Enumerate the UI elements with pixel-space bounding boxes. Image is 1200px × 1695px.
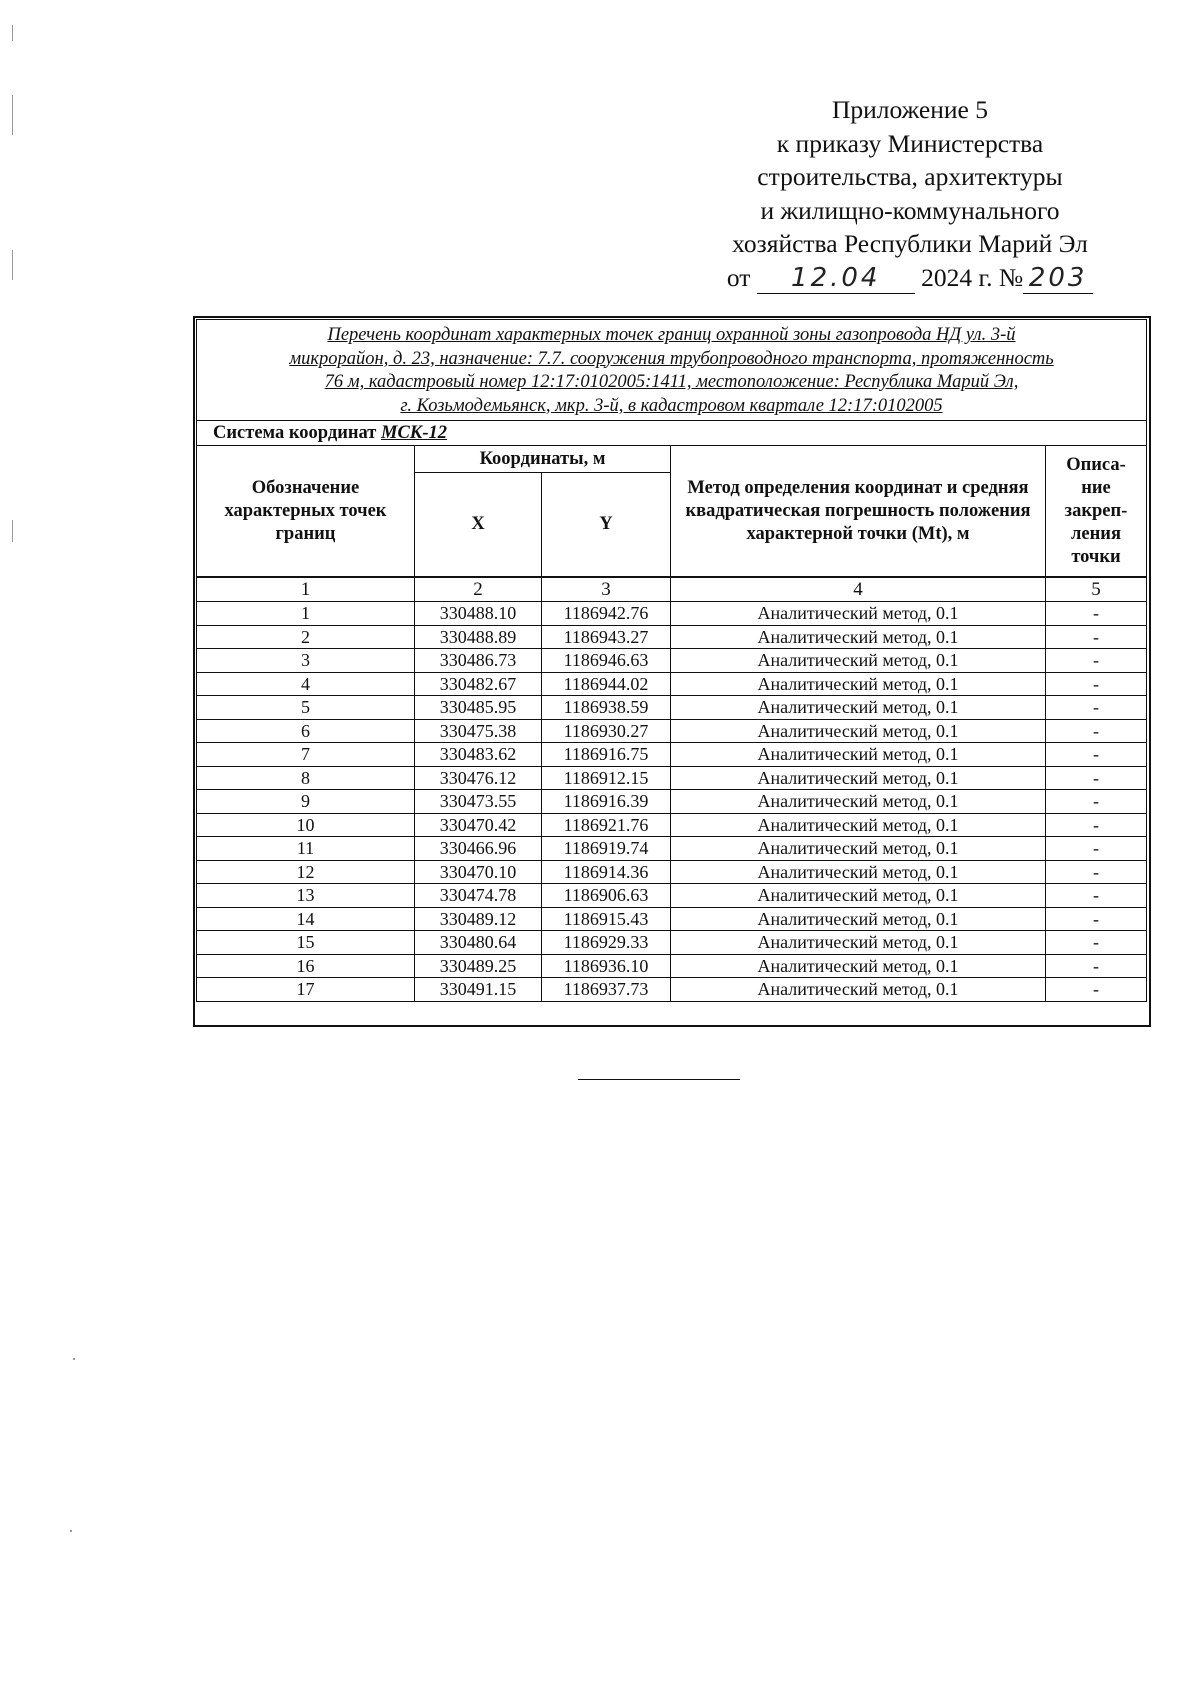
cell-desc: -: [1046, 602, 1147, 626]
cell-x: 330480.64: [415, 931, 542, 955]
cell-method: Аналитический метод, 0.1: [671, 860, 1046, 884]
table-row: [197, 649, 1147, 673]
header-y: Y: [542, 473, 671, 578]
order-reference-line: к приказу Министерства: [776, 128, 1044, 158]
table-row: [197, 743, 1147, 767]
cell-method: Аналитический метод, 0.1: [671, 931, 1046, 955]
cell-method: Аналитический метод, 0.1: [671, 719, 1046, 743]
cell-x: 330470.10: [415, 860, 542, 884]
header-method: Метод определения координат и средняя квадратическая погрешность положения характерной точки (Mt), м: [671, 446, 1046, 578]
handwritten-order-number: 203: [1023, 263, 1093, 294]
cell-y: 1186937.73: [542, 978, 671, 1002]
coordinates-table: [196, 319, 1147, 1002]
order-date-line: [700, 261, 1120, 295]
ministry-name-line: хозяйства Республики Марий Эл: [732, 229, 1088, 258]
cell-x: 330489.25: [415, 954, 542, 978]
table-row: [197, 813, 1147, 837]
cell-y: 1186943.27: [542, 625, 671, 649]
cell-y: 1186921.76: [542, 813, 671, 837]
table-row: [197, 837, 1147, 861]
cell-method: Аналитический метод, 0.1: [671, 649, 1046, 673]
cell-x: 330473.55: [415, 790, 542, 814]
cell-desc: -: [1046, 884, 1147, 908]
cell-desc: -: [1046, 649, 1147, 673]
cell-y: 1186914.36: [542, 860, 671, 884]
document-heading: [700, 93, 1120, 294]
table-row: [197, 696, 1147, 720]
cell-n: 6: [197, 719, 415, 743]
cell-method: Аналитический метод, 0.1: [671, 954, 1046, 978]
cell-desc: -: [1046, 907, 1147, 931]
cell-x: 330491.15: [415, 978, 542, 1002]
cell-method: Аналитический метод, 0.1: [671, 837, 1046, 861]
cell-x: 330482.67: [415, 672, 542, 696]
table-row: [197, 790, 1147, 814]
cell-method: Аналитический метод, 0.1: [671, 766, 1046, 790]
scan-edge-mark: [12, 250, 13, 280]
table-title: Перечень координат характерных точек границ охранной зоны газопровода НД ул. 3-й микрорайон, д. 23, назначение: 7.7. сооружения трубопроводного транспорта, протяженность 76 м, кадастровый номер 12:17:0102005:1411, местоположение: Республика Марий Эл, г. Козьмодемьянск, мкр. 3-й, в кадастровом квартале 12:17:0102005: [197, 320, 1147, 421]
scan-edge-mark: [12, 520, 13, 542]
cell-n: 10: [197, 813, 415, 837]
cell-method: Аналитический метод, 0.1: [671, 696, 1046, 720]
cell-y: 1186919.74: [542, 837, 671, 861]
table-row: [197, 602, 1147, 626]
scan-edge-mark: [12, 95, 13, 135]
header-designation: Обозначение характерных точек границ: [197, 446, 415, 578]
ministry-name-line: строительства, архитектуры: [757, 162, 1063, 191]
cell-n: 16: [197, 954, 415, 978]
header-x: X: [415, 473, 542, 578]
table-row: [197, 931, 1147, 955]
table-row: [197, 978, 1147, 1002]
cell-desc: -: [1046, 860, 1147, 884]
cell-method: Аналитический метод, 0.1: [671, 625, 1046, 649]
cell-x: 330485.95: [415, 696, 542, 720]
cell-y: 1186929.33: [542, 931, 671, 955]
cell-desc: -: [1046, 837, 1147, 861]
cell-y: 1186946.63: [542, 649, 671, 673]
scan-speck: [70, 1530, 72, 1532]
cell-desc: -: [1046, 931, 1147, 955]
cell-y: 1186930.27: [542, 719, 671, 743]
cell-n: 7: [197, 743, 415, 767]
table-body: [197, 602, 1147, 1002]
cell-y: 1186942.76: [542, 602, 671, 626]
cell-n: 3: [197, 649, 415, 673]
table-row: [197, 884, 1147, 908]
cell-y: 1186912.15: [542, 766, 671, 790]
cell-method: Аналитический метод, 0.1: [671, 978, 1046, 1002]
cell-desc: -: [1046, 954, 1147, 978]
cell-desc: -: [1046, 719, 1147, 743]
cell-n: 2: [197, 625, 415, 649]
cell-n: 17: [197, 978, 415, 1002]
appendix-title: Приложение 5: [832, 95, 988, 124]
cell-desc: -: [1046, 696, 1147, 720]
year-text: 2024 г. №: [921, 262, 1024, 292]
cell-n: 1: [197, 602, 415, 626]
header-coordinates: Координаты, м: [415, 446, 671, 473]
cell-x: 330475.38: [415, 719, 542, 743]
cell-method: Аналитический метод, 0.1: [671, 743, 1046, 767]
cell-method: Аналитический метод, 0.1: [671, 907, 1046, 931]
table-row: [197, 719, 1147, 743]
cell-n: 4: [197, 672, 415, 696]
cell-method: Аналитический метод, 0.1: [671, 884, 1046, 908]
table-row: [197, 954, 1147, 978]
cell-x: 330474.78: [415, 884, 542, 908]
cell-y: 1186916.75: [542, 743, 671, 767]
cell-x: 330470.42: [415, 813, 542, 837]
handwritten-date: 12.04: [757, 263, 915, 294]
cell-y: 1186938.59: [542, 696, 671, 720]
cell-desc: -: [1046, 766, 1147, 790]
cell-x: 330488.89: [415, 625, 542, 649]
cell-n: 12: [197, 860, 415, 884]
table-row: [197, 907, 1147, 931]
cell-desc: -: [1046, 625, 1147, 649]
coordinate-system: Система координат МСК-12: [197, 421, 1147, 446]
table-row: [197, 625, 1147, 649]
scan-edge-mark: [12, 25, 13, 41]
cell-x: 330483.62: [415, 743, 542, 767]
cell-n: 11: [197, 837, 415, 861]
cell-n: 5: [197, 696, 415, 720]
cell-method: Аналитический метод, 0.1: [671, 813, 1046, 837]
cell-n: 15: [197, 931, 415, 955]
cell-y: 1186916.39: [542, 790, 671, 814]
table-row: [197, 860, 1147, 884]
table-row: [197, 672, 1147, 696]
cell-desc: -: [1046, 813, 1147, 837]
column-number-row: 1 2 3 4 5: [197, 577, 1147, 602]
header-description: Описа- ние закреп- ления точки: [1046, 446, 1147, 578]
cell-y: 1186944.02: [542, 672, 671, 696]
cell-desc: -: [1046, 978, 1147, 1002]
cell-desc: -: [1046, 743, 1147, 767]
cell-x: 330488.10: [415, 602, 542, 626]
cell-method: Аналитический метод, 0.1: [671, 790, 1046, 814]
cell-n: 14: [197, 907, 415, 931]
end-of-document-rule: [578, 1079, 740, 1080]
cell-desc: -: [1046, 672, 1147, 696]
cell-n: 8: [197, 766, 415, 790]
cell-n: 13: [197, 884, 415, 908]
table-row: [197, 766, 1147, 790]
cell-y: 1186915.43: [542, 907, 671, 931]
cell-x: 330489.12: [415, 907, 542, 931]
cell-y: 1186936.10: [542, 954, 671, 978]
scan-speck: [73, 1358, 75, 1360]
cell-y: 1186906.63: [542, 884, 671, 908]
cell-x: 330486.73: [415, 649, 542, 673]
date-prefix: от: [726, 262, 751, 292]
cell-x: 330466.96: [415, 837, 542, 861]
cell-method: Аналитический метод, 0.1: [671, 602, 1046, 626]
cell-x: 330476.12: [415, 766, 542, 790]
cell-method: Аналитический метод, 0.1: [671, 672, 1046, 696]
cell-desc: -: [1046, 790, 1147, 814]
cell-n: 9: [197, 790, 415, 814]
ministry-name-line: и жилищно-коммунального: [760, 195, 1060, 225]
